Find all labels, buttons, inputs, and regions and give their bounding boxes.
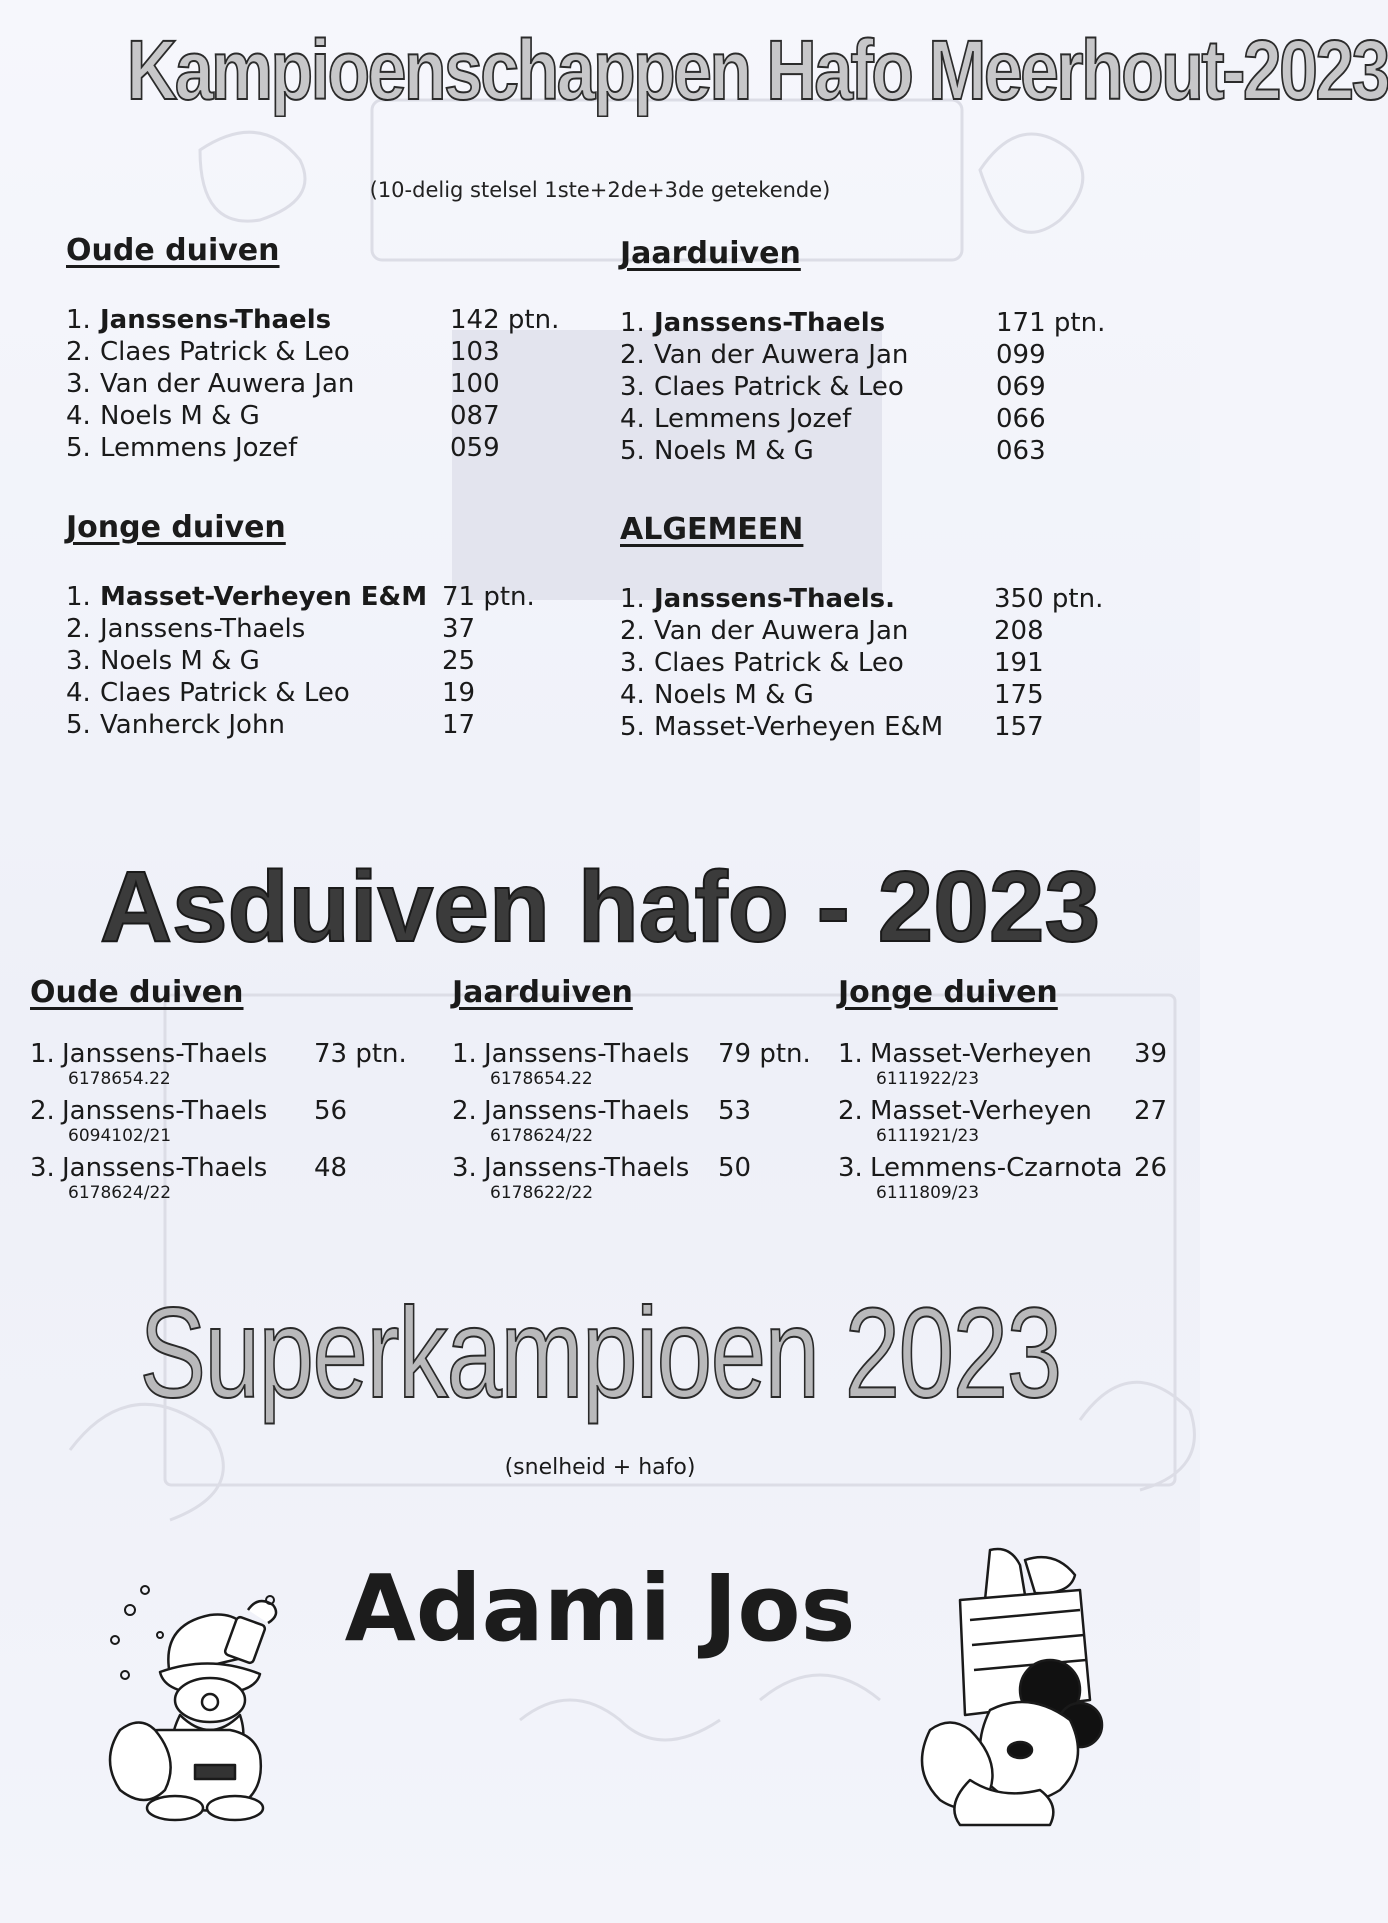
rank: 4. [66,678,91,708]
rank: 3. [620,372,645,402]
rank: 4. [66,401,91,431]
points: 50 [718,1153,752,1183]
rank: 5. [620,436,645,466]
rank: 3. [66,646,91,676]
points: 26 [1134,1153,1168,1183]
ring-number: 6094102/21 [68,1126,172,1146]
asduiven-jaarduiven [452,975,811,1209]
asduif-entry [452,1152,752,1209]
ranking-row [66,400,570,432]
points: 25 [442,646,476,676]
ranking-row [620,307,1116,339]
name: Janssens-Thaels [100,614,306,644]
points: 79 ptn. [718,1039,811,1069]
rank: 3. [838,1153,863,1183]
points: 063 [996,436,1046,466]
ranking-row [620,371,1116,403]
points: 191 [994,648,1044,678]
ranking-row [66,677,562,709]
points: 208 [994,616,1044,646]
name: Masset-Verheyen E&M [100,582,428,612]
name: Janssens-Thaels [100,305,332,335]
page-title: Kampioenschappen Hafo Meerhout-2023 [126,23,1388,117]
asduiven-oude-duiven [30,975,407,1209]
name: Janssens-Thaels. [654,584,895,614]
superkampioen-title: Superkampioen 2023 [139,1282,1061,1425]
rank: 1. [620,584,645,614]
ring-number: 6178624/22 [490,1126,594,1146]
ranking-row [66,645,562,677]
rank: 1. [620,308,645,338]
asduiven-jonge-duiven [838,975,1168,1209]
points: 069 [996,372,1046,402]
name: Janssens-Thaels [484,1153,690,1183]
rank: 5. [620,712,645,742]
ranking-row [66,432,570,464]
page-subtitle: (10-delig stelsel 1ste+2de+3de getekende) [369,178,831,202]
rank: 1. [66,582,91,612]
name: Janssens-Thaels [62,1096,268,1126]
name: Masset-Verheyen E&M [654,712,944,742]
winner-name: Adami Jos [344,1555,856,1662]
rank: 2. [66,337,91,367]
asduif-entry [838,1038,1168,1095]
points: 087 [450,401,500,431]
asduif-entry [30,1152,348,1209]
points: 56 [314,1096,348,1126]
ring-number: 6178622/22 [490,1183,594,1203]
asduiven-title: Asduiven hafo - 2023 [99,851,1101,963]
name: Janssens-Thaels [654,308,886,338]
ranking-row [66,368,570,400]
points: 175 [994,680,1044,710]
ring-number: 6111809/23 [876,1183,980,1203]
name: Claes Patrick & Leo [654,372,904,402]
name: Noels M & G [100,646,260,676]
rank: 3. [66,369,91,399]
section-heading: Jonge duiven [838,975,1058,1010]
rank: 1. [30,1039,55,1069]
name: Noels M & G [100,401,260,431]
name: Janssens-Thaels [484,1096,690,1126]
superkampioen-subtitle: (snelheid + hafo) [504,1455,696,1480]
name: Janssens-Thaels [484,1039,690,1069]
ranking-row [620,615,1114,647]
name: Noels M & G [654,680,814,710]
name: Masset-Verheyen [870,1039,1092,1069]
points: 066 [996,404,1046,434]
section-heading: Jonge duiven [66,510,286,545]
asduif-entry [838,1152,1168,1209]
ranking-row [620,403,1116,435]
rank: 4. [620,680,645,710]
name: Lemmens Jozef [654,404,852,434]
points: 059 [450,433,500,463]
ranking-row [66,336,570,368]
name: Lemmens-Czarnota [870,1153,1123,1183]
ranking-row [620,435,1116,467]
section-heading: Jaarduiven [620,236,801,271]
rank: 2. [66,614,91,644]
ranking-row [620,679,1114,711]
ring-number: 6178654.22 [68,1069,171,1089]
points: 71 ptn. [442,582,535,612]
points: 099 [996,340,1046,370]
asduif-entry [452,1038,811,1095]
ring-number: 6111921/23 [876,1126,980,1146]
mickey-clipart [900,1540,1120,1830]
name: Claes Patrick & Leo [100,678,350,708]
points: 350 ptn. [994,584,1104,614]
rank: 5. [66,710,91,740]
rank: 2. [620,340,645,370]
rank: 5. [66,433,91,463]
ring-number: 6178624/22 [68,1183,172,1203]
points: 17 [442,710,476,740]
rank: 1. [452,1039,477,1069]
name: Van der Auwera Jan [654,616,909,646]
rank: 2. [620,616,645,646]
section-jonge-duiven [66,510,562,741]
points: 48 [314,1153,348,1183]
ranking-row [66,304,570,336]
rank: 2. [838,1096,863,1126]
name: Janssens-Thaels [62,1039,268,1069]
points: 53 [718,1096,752,1126]
section-jaarduiven [620,236,1116,467]
points: 100 [450,369,500,399]
name: Claes Patrick & Leo [654,648,904,678]
ring-number: 6111922/23 [876,1069,980,1089]
section-algemeen [620,512,1114,743]
ring-number: 6178654.22 [490,1069,593,1089]
name: Van der Auwera Jan [654,340,909,370]
rank: 2. [452,1096,477,1126]
ranking-row [620,339,1116,371]
rank: 3. [452,1153,477,1183]
name: Claes Patrick & Leo [100,337,350,367]
ranking-row [620,647,1114,679]
points: 39 [1134,1039,1168,1069]
section-heading: Oude duiven [66,233,280,268]
section-heading: Oude duiven [30,975,244,1010]
section-heading: ALGEMEEN [620,512,804,547]
name: Noels M & G [654,436,814,466]
points: 27 [1134,1096,1168,1126]
asduif-entry [30,1038,407,1095]
points: 171 ptn. [996,308,1106,338]
asduif-entry [30,1095,348,1152]
gnome-clipart [100,1580,290,1830]
name: Janssens-Thaels [62,1153,268,1183]
ranking-row [620,583,1114,615]
rank: 4. [620,404,645,434]
ranking-row [66,709,562,741]
points: 19 [442,678,476,708]
points: 103 [450,337,500,367]
rank: 3. [620,648,645,678]
name: Vanherck John [100,710,285,740]
name: Masset-Verheyen [870,1096,1092,1126]
points: 73 ptn. [314,1039,407,1069]
rank: 1. [838,1039,863,1069]
section-heading: Jaarduiven [452,975,633,1010]
ranking-row [66,581,562,613]
name: Lemmens Jozef [100,433,298,463]
ranking-row [620,711,1114,743]
ranking-row [66,613,562,645]
points: 37 [442,614,476,644]
rank: 3. [30,1153,55,1183]
rank: 1. [66,305,91,335]
asduif-entry [452,1095,752,1152]
points: 157 [994,712,1044,742]
asduif-entry [838,1095,1168,1152]
section-oude-duiven [66,233,570,464]
name: Van der Auwera Jan [100,369,355,399]
points: 142 ptn. [450,305,560,335]
rank: 2. [30,1096,55,1126]
